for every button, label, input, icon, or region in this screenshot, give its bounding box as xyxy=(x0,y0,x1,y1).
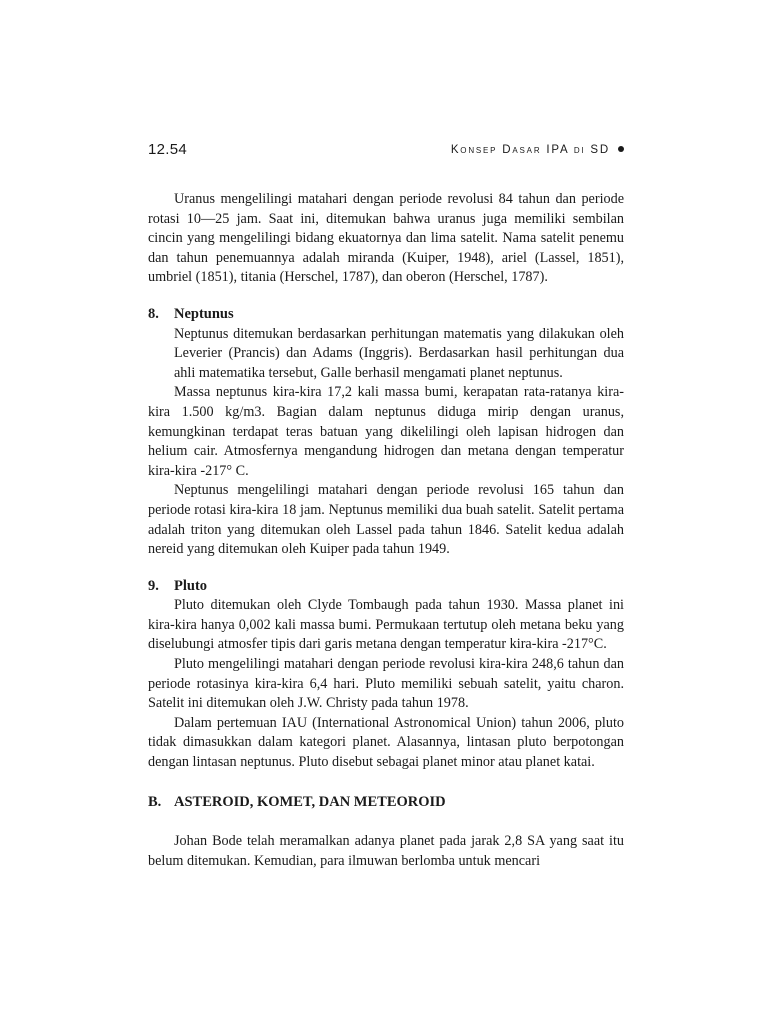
pluto-paragraph-3: Dalam pertemuan IAU (International Astronomical Union) tahun 2006, pluto tidak dimasukkan dalam kategori planet. Alasannya, lintasan pluto berpotongan dengan lintasan neptunus. Pluto disebut sebagai planet minor atau planet katai. xyxy=(148,714,624,771)
section-title: Pluto xyxy=(174,577,208,594)
asteroid-paragraph-1: Johan Bode telah meramalkan adanya planet pada jarak 2,8 SA yang saat itu belum ditemukan. Kemudian, para ilmuwan berlomba untuk mencari xyxy=(148,833,624,869)
section-heading-pluto xyxy=(148,577,624,597)
uranus-paragraph: Uranus mengelilingi matahari dengan periode revolusi 84 tahun dan periode rotasi 10—25 jam. Saat ini, ditemukan bahwa uranus juga memiliki sembilan cincin yang mengelilingi bidang ekuatornya dan lima satelit. Nama satelit penemu dan tahun penemuannya adalah miranda (Kuiper, 1948), ariel (Lassel, 1851), umbriel (1851), titania (Herschel, 1787), dan oberon (Herschel, 1787). xyxy=(148,191,624,286)
pluto-paragraph-1: Pluto ditemukan oleh Clyde Tombaugh pada tahun 1930. Massa planet ini kira-kira hanya 0,002 kali massa bumi. Permukaan tertutup oleh metana beku yang diselubungi atmosfer tipis dari garis metana dengan temperatur kira-kira -217°C. xyxy=(148,597,624,653)
pluto-paragraph-2: Pluto mengelilingi matahari dengan periode revolusi kira-kira 248,6 tahun dan periode rotasinya kira-kira 6,4 hari. Pluto memiliki sebuah satelit, yaitu charon. Satelit ini ditemukan oleh J.W. Christy pada tahun 1978. xyxy=(148,656,624,712)
section-number: B. xyxy=(148,793,162,810)
page-number: 12.54 xyxy=(148,141,188,158)
section-title: ASTEROID, KOMET, DAN METEOROID xyxy=(174,793,446,810)
neptunus-paragraph-2: Massa neptunus kira-kira 17,2 kali massa bumi, kerapatan rata-ratanya kira-kira 1.500 kg/m3. Bagian dalam neptunus diduga mirip dengan uranus, kemungkinan terdapat teras batuan yang dikelilingi oleh lapisan hidrogen dan helium cair. Atmosfernya mengandung hidrogen dan metana dengan temperatur kira-kira -217° C. xyxy=(148,384,624,479)
section-title: Neptunus xyxy=(174,305,234,322)
neptunus-paragraph-3: Neptunus mengelilingi matahari dengan periode revolusi 165 tahun dan periode rotasi kira-kira 18 jam. Neptunus memiliki dua buah satelit. Satelit pertama adalah triton yang ditemukan oleh Lassel pada tahun 1846. Satelit kedua adalah nereid yang ditemukan oleh Kuiper pada tahun 1949. xyxy=(148,482,624,558)
section-number: 9. xyxy=(148,577,159,594)
section-number: 8. xyxy=(148,305,159,322)
running-header xyxy=(148,141,624,158)
page-content xyxy=(148,190,624,871)
bullet-dot-icon xyxy=(618,146,624,152)
section-heading-asteroid xyxy=(148,793,624,813)
section-heading-neptunus xyxy=(148,305,624,325)
book-title-text: Konsep Dasar IPA di SD xyxy=(450,143,610,156)
neptunus-section xyxy=(148,325,624,384)
neptunus-paragraph-1: Neptunus ditemukan berdasarkan perhitungan matematis yang dilakukan oleh Leverier (Prancis) dan Adams (Inggris). Berdasarkan hasil perhitungan dua ahli matematika tersebut, Galle berhasil mengamati planet neptunus. xyxy=(174,325,624,381)
book-title xyxy=(451,144,624,156)
